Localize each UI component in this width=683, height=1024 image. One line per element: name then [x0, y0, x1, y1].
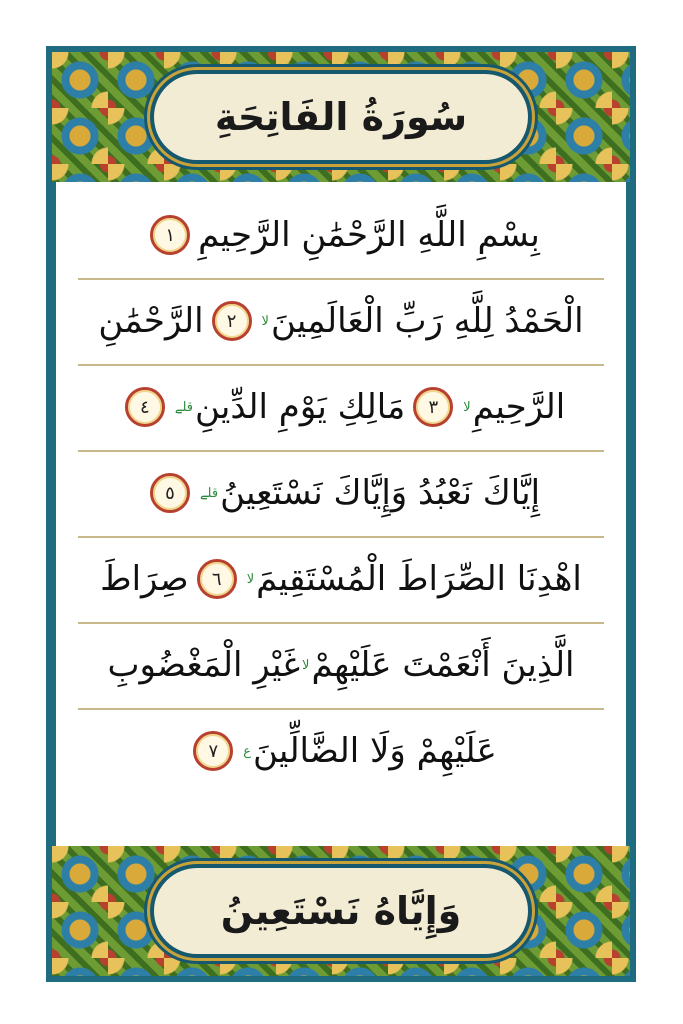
verse-line — [78, 622, 604, 710]
pause-mark: لا — [302, 657, 310, 673]
verse-line — [78, 450, 604, 538]
ayah-number-marker: ١ — [150, 215, 190, 255]
verse-line — [78, 536, 604, 624]
verse-text: الْحَمْدُ لِلَّهِ رَبِّ الْعَالَمِينَ — [270, 301, 584, 341]
verse-text: إِيَّاكَ نَعْبُدُ وَإِيَّاكَ نَسْتَعِينُ — [220, 473, 541, 513]
pause-mark: ع — [243, 743, 252, 759]
mushaf-page-frame — [46, 46, 636, 982]
ayah-number-marker: ٦ — [197, 559, 237, 599]
pause-mark: قلے — [174, 399, 193, 415]
verse-text: الَّذِينَ أَنْعَمْتَ عَلَيْهِمْ — [311, 645, 575, 685]
verse-line — [78, 278, 604, 366]
header-ornament — [52, 52, 630, 182]
verse-text: بِسْمِ اللَّهِ الرَّحْمَٰنِ الرَّحِيمِ — [198, 215, 540, 255]
pause-mark: لا — [261, 313, 269, 329]
verse-line — [78, 708, 604, 794]
ayah-number-marker: ٣ — [413, 387, 453, 427]
ayah-number-marker: ٧ — [193, 731, 233, 771]
verse-text: اهْدِنَا الصِّرَاطَ الْمُسْتَقِيمَ — [256, 559, 582, 599]
ayah-number-marker: ٢ — [212, 301, 252, 341]
footer-cartouche — [150, 864, 532, 958]
pause-mark: قلے — [199, 485, 219, 501]
ayah-number-marker: ٤ — [125, 387, 165, 427]
verse-text: صِرَاطَ — [100, 559, 189, 599]
pause-mark: لا — [463, 399, 471, 415]
verse-text: الرَّحِيمِ — [472, 387, 566, 427]
footer-ornament — [52, 846, 630, 976]
surah-title: سُورَةُ الفَاتِحَةِ — [214, 95, 468, 139]
verse-line — [78, 364, 604, 452]
verse-text: الرَّحْمَٰنِ — [98, 301, 204, 341]
pause-mark: لا — [246, 571, 255, 587]
verse-line — [78, 192, 604, 280]
verse-text: مَالِكِ يَوْمِ الدِّينِ — [194, 387, 406, 427]
verse-text-area — [56, 182, 626, 846]
surah-title-cartouche — [150, 70, 532, 164]
footer-inscription: وَإِيَّاهُ نَسْتَعِينُ — [220, 889, 462, 933]
verse-text: عَلَيْهِمْ وَلَا الضَّالِّينَ — [253, 731, 497, 771]
verse-text: غَيْرِ الْمَغْضُوبِ — [107, 645, 301, 685]
ayah-number-marker: ٥ — [150, 473, 190, 513]
